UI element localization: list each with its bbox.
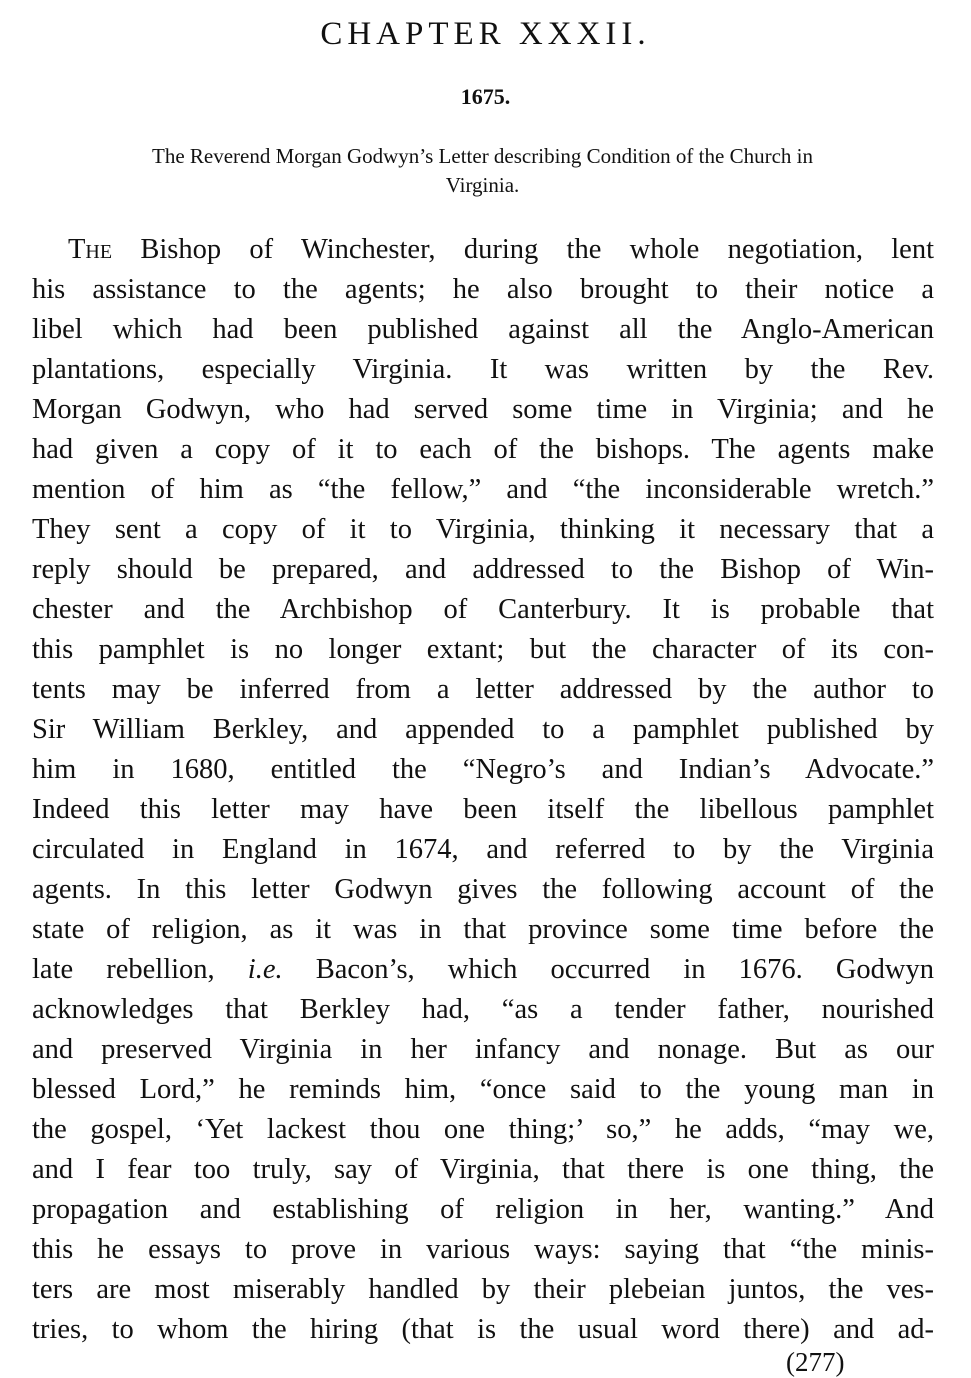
text-line: Sir William Berkley, and appended to a pamphlet published by bbox=[32, 714, 934, 745]
chapter-subtitle bbox=[30, 142, 935, 200]
text-line: this pamphlet is no longer extant; but the character of its con- bbox=[32, 634, 934, 665]
text-line: state of religion, as it was in that province some time before the bbox=[32, 914, 934, 945]
text-line bbox=[32, 950, 934, 990]
text-line bbox=[32, 230, 934, 270]
chapter-year: 1675. bbox=[460, 84, 511, 109]
text-line: mention of him as “the fellow,” and “the inconsiderable wretch.” bbox=[32, 474, 934, 505]
text-line: reply should be prepared, and addressed to the Bishop of Win- bbox=[32, 554, 934, 585]
text-fragment: Bishop of Winchester, during the whole negotiation, lent bbox=[112, 234, 934, 265]
text-line: They sent a copy of it to Virginia, thinking it necessary that a bbox=[32, 514, 934, 545]
text-line: plantations, especially Virginia. It was written by the Rev. bbox=[32, 354, 934, 385]
text-line: tries, to whom the hiring (that is the usual word there) and ad- bbox=[32, 1314, 934, 1345]
text-line: tents may be inferred from a letter addressed by the author to bbox=[32, 674, 934, 705]
text-line: and I fear too truly, say of Virginia, that there is one thing, the bbox=[32, 1154, 934, 1185]
text-line: agents. In this letter Godwyn gives the following account of the bbox=[32, 874, 934, 905]
text-line: this he essays to prove in various ways: saying that “the minis- bbox=[32, 1234, 934, 1265]
text-line: Morgan Godwyn, who had served some time in Virginia; and he bbox=[32, 394, 934, 425]
subtitle-line: The Reverend Morgan Godwyn’s Letter describing Condition of the Church in bbox=[152, 144, 813, 168]
subtitle-line: Virginia. bbox=[445, 173, 520, 197]
body-paragraph bbox=[32, 230, 934, 1350]
text-line: blessed Lord,” he reminds him, “once said to the young man in bbox=[32, 1074, 934, 1105]
text-line: libel which had been published against all the Anglo-American bbox=[32, 314, 934, 345]
text-line: had given a copy of it to each of the bishops. The agents make bbox=[32, 434, 934, 465]
page-number: (277) bbox=[786, 1347, 845, 1377]
chapter-heading: CHAPTER XXXII. bbox=[320, 16, 651, 52]
text-fragment: late rebellion, bbox=[32, 954, 248, 985]
text-line: the gospel, ‘Yet lackest thou one thing;’ so,” he adds, “may we, bbox=[32, 1114, 934, 1145]
text-line: his assistance to the agents; he also brought to their notice a bbox=[32, 274, 934, 305]
text-line: circulated in England in 1674, and referred to by the Virginia bbox=[32, 834, 934, 865]
text-fragment: Bacon’s, which occurred in 1676. Godwyn bbox=[282, 954, 934, 985]
text-line: him in 1680, entitled the “Negro’s and Indian’s Advocate.” bbox=[32, 754, 934, 785]
italic-abbreviation: i.e. bbox=[247, 954, 283, 985]
text-line: acknowledges that Berkley had, “as a tender father, nourished bbox=[32, 994, 934, 1025]
text-line: chester and the Archbishop of Canterbury. It is probable that bbox=[32, 594, 934, 625]
text-line: and preserved Virginia in her infancy and nonage. But as our bbox=[32, 1034, 934, 1065]
small-caps-opening: The bbox=[68, 234, 113, 265]
text-line: propagation and establishing of religion in her, wanting.” And bbox=[32, 1194, 934, 1225]
text-line: ters are most miserably handled by their plebeian juntos, the ves- bbox=[32, 1274, 934, 1305]
text-line: Indeed this letter may have been itself the libellous pamphlet bbox=[32, 794, 934, 825]
